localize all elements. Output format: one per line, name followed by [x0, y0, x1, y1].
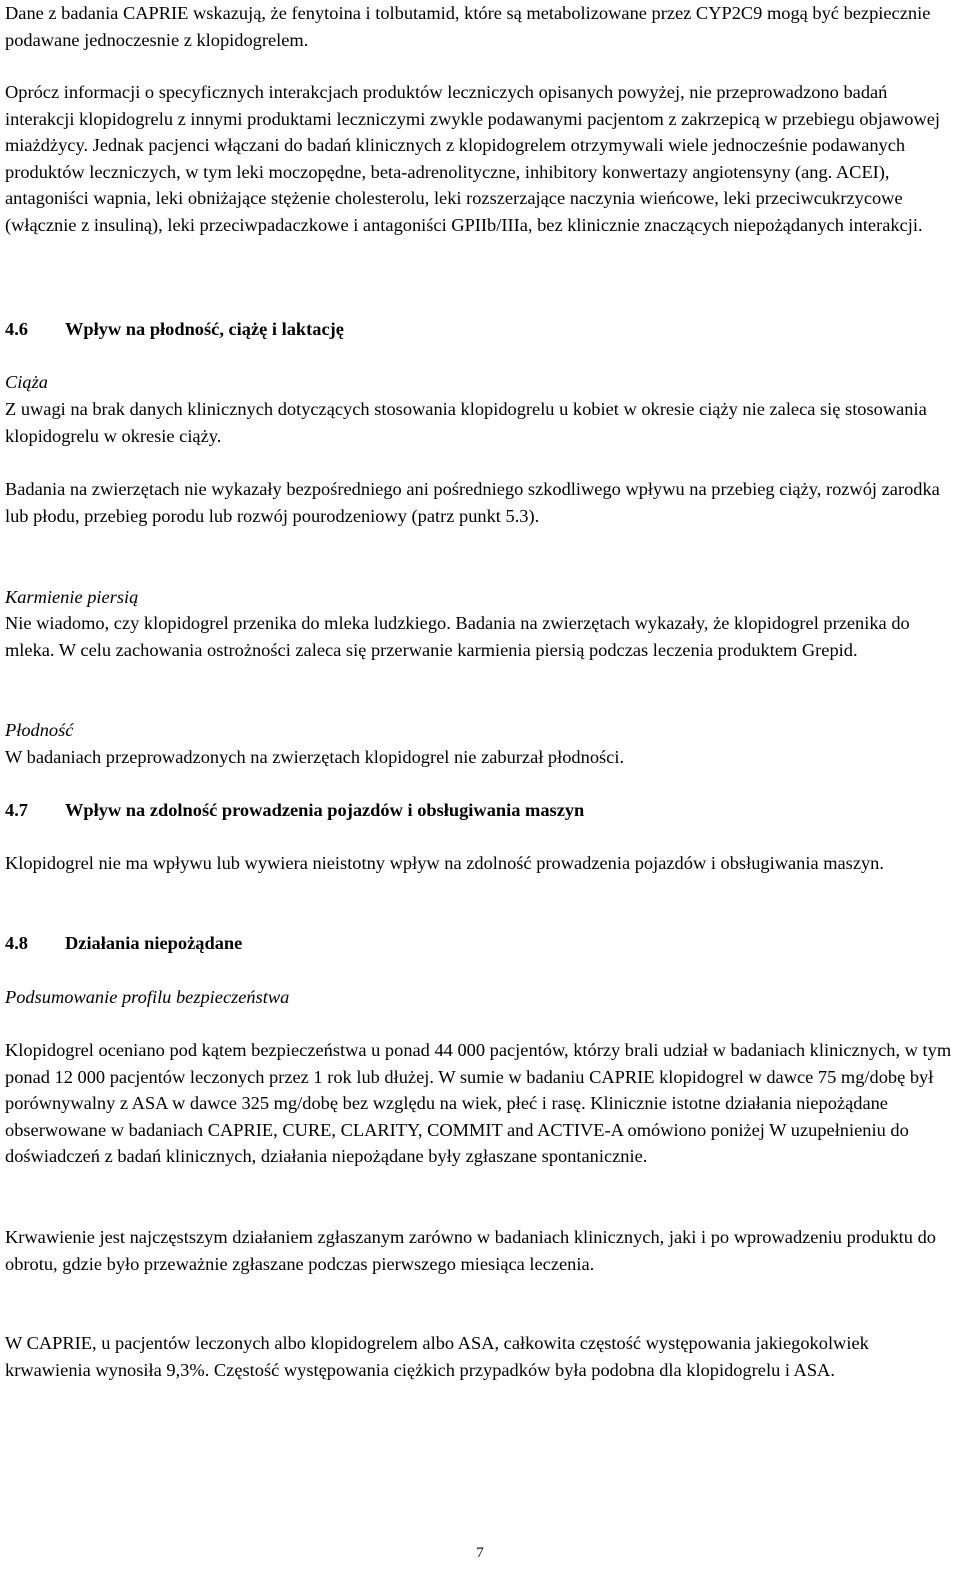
paragraph-pregnancy-2: Badania na zwierzętach nie wykazały bezpośredniego ani pośredniego szkodliwego wpływu na przebieg ciąży, rozwój zarodka lub płodu, przebieg porodu lub rozwój pourodzeniowy (patrz punkt 5.3).	[5, 479, 940, 526]
subheading-safety-summary: Podsumowanie profilu bezpieczeństwa	[5, 987, 290, 1007]
page-number: 7	[476, 1545, 484, 1561]
paragraph-interactions-part1: Oprócz informacji o specyficznych interakcjach produktów leczniczych opisanych powyżej, nie przeprowadzono badań interakcji klopidogrelu z innymi produktami leczniczymi zwykle podawanymi pacjentom z zakrzepicą w przebiegu objawowej miażdżycy.	[5, 82, 941, 156]
section-number-4-6: 4.6	[5, 319, 28, 339]
paragraph-interactions-part2: Jednak pacjenci włączani do badań klinicznych z klopidogrelem otrzymywali wiele jednocześnie podawanych produktów leczniczych, w tym leki moczopędne, beta-adrenolityczne, inhibitory konwertazy angiotensyny (ang.	[5, 135, 906, 182]
section-number-4-8: 4.8	[5, 933, 28, 953]
paragraph-interactions-part3: ACEI), antagoniści wapnia, leki obniżające stężenie cholesterolu, leki rozszerzające naczynia wieńcowe, leki przeciwcukrzycowe (włącznie z insuliną), leki przeciwpadaczkowe i antagoniści GPIIb/IIIa, bez klinicznie znaczących niepożądanych interakcji.	[5, 161, 923, 235]
paragraph-interactions	[5, 79, 955, 239]
paragraph-fertility: W badaniach przeprowadzonych na zwierzętach klopidogrel nie zaburzał płodności.	[5, 747, 625, 767]
section-heading-4-8	[5, 930, 955, 957]
paragraph-caprie-cyp2c9: Dane z badania CAPRIE wskazują, że fenytoina i tolbutamid, które są metabolizowane przez CYP2C9 mogą być bezpiecznie podawane jednoczesnie z klopidogrelem.	[5, 3, 931, 50]
section-title-4-8: Działania niepożądane	[65, 933, 243, 953]
subheading-pregnancy: Ciąża	[5, 372, 48, 392]
paragraph-bleeding: Krwawienie jest najczęstszym działaniem zgłaszanym zarówno w badaniach klinicznych, jaki i po wprowadzeniu produktu do obrotu, gdzie było przeważnie zgłaszane podczas pierwszego miesiąca leczenia.	[5, 1227, 936, 1274]
section-heading-4-7	[5, 797, 955, 824]
subheading-breastfeeding: Karmienie piersią	[5, 587, 139, 607]
paragraph-driving: Klopidogrel nie ma wpływu lub wywiera nieistotny wpływ na zdolność prowadzenia pojazdów i obsługiwania maszyn.	[5, 853, 884, 873]
paragraph-breastfeeding: Nie wiadomo, czy klopidogrel przenika do mleka ludzkiego. Badania na zwierzętach wykazały, że klopidogrel przenika do mleka. W celu zachowania ostrożności zaleca się przerwanie karmienia piersią podczas leczenia produktem Grepid.	[5, 613, 910, 660]
subheading-fertility: Płodność	[5, 720, 74, 740]
section-heading-4-6	[5, 316, 955, 343]
paragraph-safety-summary: Klopidogrel oceniano pod kątem bezpieczeństwa u ponad 44 000 pacjentów, którzy brali udział w badaniach klinicznych, w tym ponad 12 000 pacjentów leczonych przez 1 rok lub dłużej. W sumie w badaniu CAPRIE klopidogrel w dawce 75 mg/dobę był porównywalny z ASA w dawce 325 mg/dobę bez względu na wiek, płeć i rasę. Klinicznie istotne działania niepożądane obserwowane w badaniach CAPRIE, CURE, CLARITY, COMMIT and ACTIVE-A omówiono poniżej W uzupełnieniu do doświadczeń z badań klinicznych, działania niepożądane były zgłaszane spontanicznie.	[5, 1040, 952, 1167]
paragraph-pregnancy-1: Z uwagi na brak danych klinicznych dotyczących stosowania klopidogrelu u kobiet w okresie ciąży nie zaleca się stosowania klopidogrelu w okresie ciąży.	[5, 399, 927, 446]
section-title-4-6: Wpływ na płodność, ciążę i laktację	[65, 319, 344, 339]
section-number-4-7: 4.7	[5, 800, 28, 820]
section-title-4-7: Wpływ na zdolność prowadzenia pojazdów i obsługiwania maszyn	[65, 800, 585, 820]
paragraph-caprie-bleeding: W CAPRIE, u pacjentów leczonych albo klopidogrelem albo ASA, całkowita częstość występowania jakiegokolwiek krwawienia wynosiła 9,3%. Częstość występowania ciężkich przypadków była podobna dla klopidogrelu i ASA.	[5, 1333, 869, 1380]
